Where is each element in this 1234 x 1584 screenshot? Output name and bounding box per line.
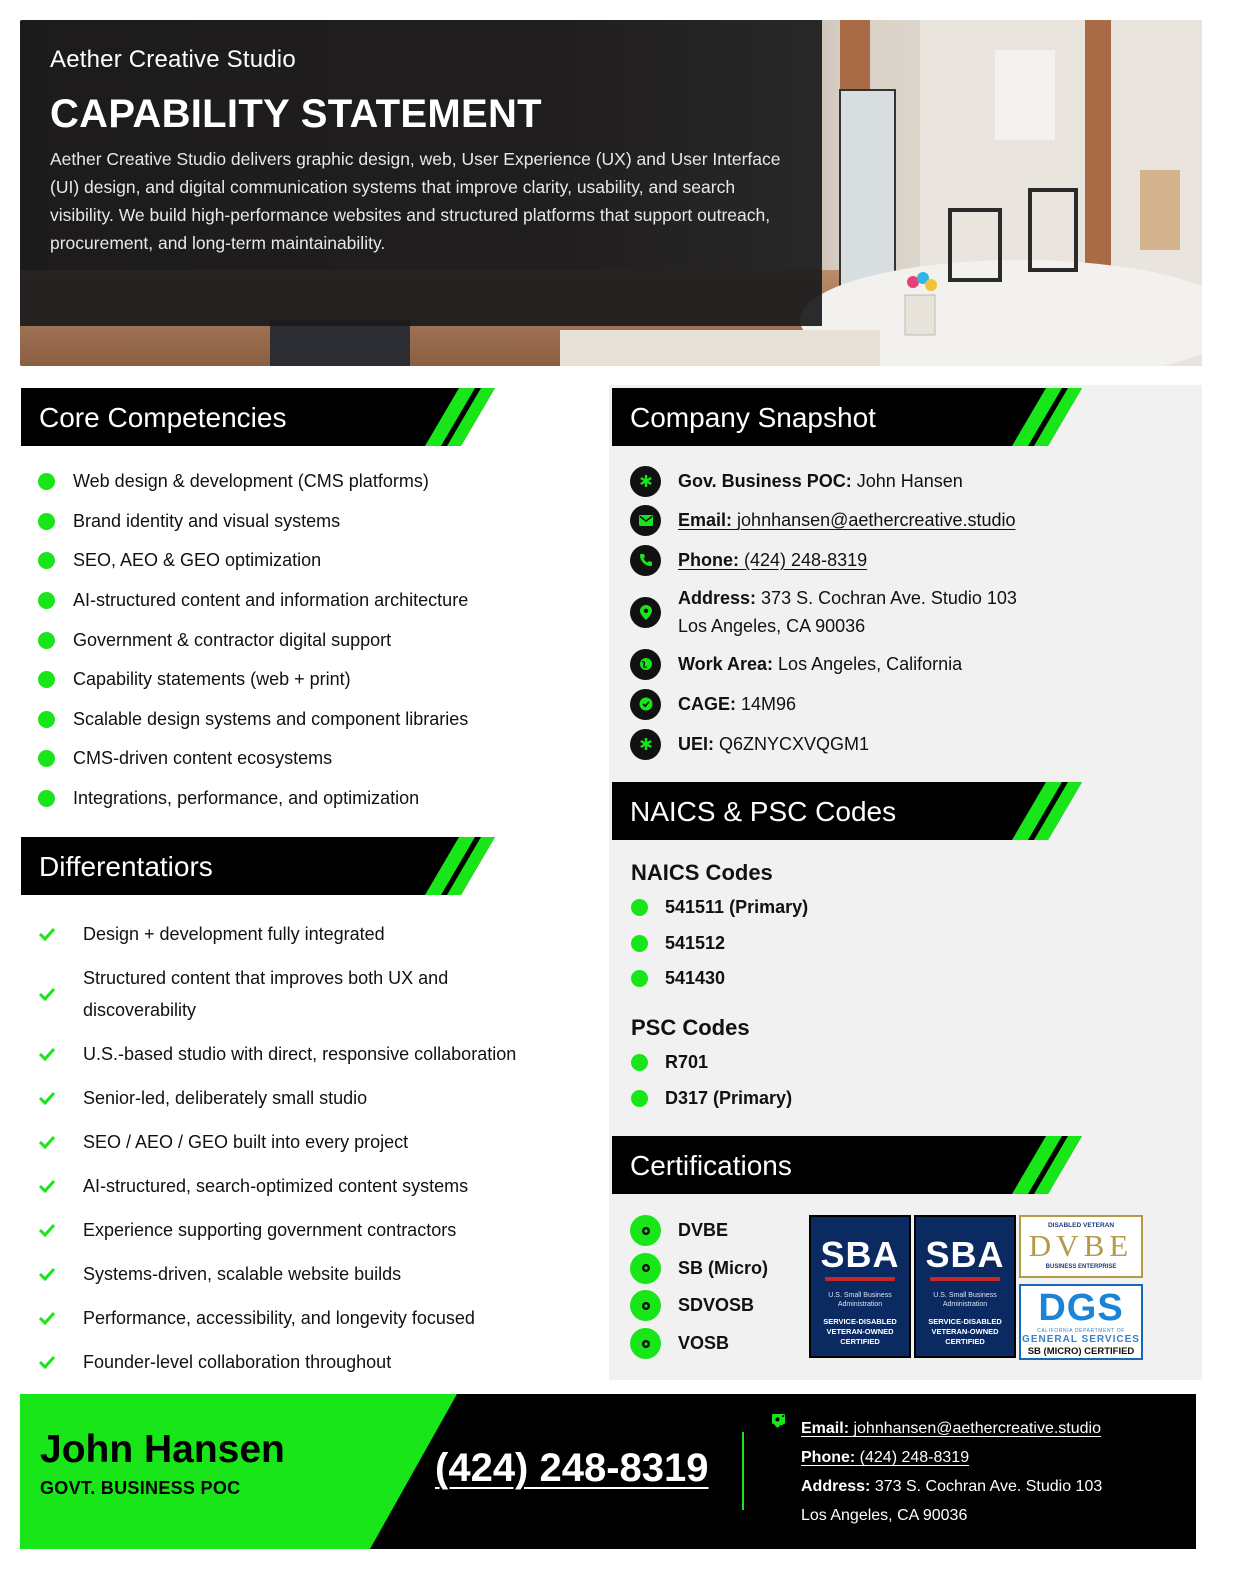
psc-heading: PSC Codes [631,1015,750,1040]
competencies-list [38,462,578,818]
check-icon [38,1091,58,1105]
brand-name: Aether Creative Studio [50,46,296,73]
field-label: Gov. Business POC: [678,471,852,491]
page-title: CAPABILITY STATEMENT [50,92,542,136]
phone-icon [630,545,661,576]
field-value: 373 S. Cochran Ave. Studio 103 [761,588,1017,608]
field-label: Email: [678,510,733,530]
location-pin-icon [772,1472,786,1501]
bullet-dot [38,513,55,530]
section-title: Differentatiors [39,851,213,882]
snapshot-phone[interactable] [630,540,1190,580]
list-item [38,502,578,542]
badge-name: GENERAL SERVICES [1022,1334,1140,1345]
list-item [38,700,578,740]
gear-icon [630,1328,661,1359]
field-value: 373 S. Cochran Ave. Studio 103 [874,1478,1103,1495]
list-item [38,912,578,956]
bullet-dot [631,970,648,987]
field-value: John Hansen [856,471,963,491]
code-item [631,890,1171,926]
item-text: Senior-led, deliberately small studio [83,1088,368,1108]
field-label: Phone: [801,1449,856,1466]
bullet-dot [38,473,55,490]
gear-icon [630,1290,661,1321]
naics-heading: NAICS Codes [631,860,773,885]
bullet-dot [38,552,55,569]
globe-icon [630,649,661,680]
psc-block [631,1015,1171,1116]
bullet-dot [38,790,55,807]
list-item [38,541,578,581]
item-text: Integrations, performance, and optimization [73,788,420,809]
snapshot-cage [630,684,1190,724]
item-text: CMS-driven content ecosystems [73,748,333,769]
badge-bottom: BUSINESS ENTERPRISE [1045,1264,1117,1270]
list-item [38,1208,578,1252]
snapshot-email[interactable] [630,500,1190,540]
bullet-dot [631,1090,648,1107]
section-title: Company Snapshot [630,402,876,433]
cert-item [630,1287,800,1325]
email-link[interactable]: johnhansen@aethercreative.studio [737,510,1016,530]
list-item [38,1076,578,1120]
location-pin-icon [630,597,661,628]
badge-cert: SB (MICRO) CERTIFIED [1027,1346,1135,1357]
item-text: U.S.-based studio with direct, responsive collaboration [83,1044,517,1064]
bullet-dot [631,1054,648,1071]
section-title: Core Competencies [39,402,287,433]
badge-agency: U.S. Small Business Administration [828,1292,892,1308]
code-text: 541512 [665,932,726,953]
snapshot-address [630,580,1190,644]
footer-email[interactable] [772,1414,1102,1443]
badge-mark: SBA [925,1234,1005,1275]
field-value: Los Angeles, CA 90036 [801,1507,968,1524]
asterisk-icon [630,729,661,760]
field-label: UEI: [678,734,714,754]
dvbe-badge [1019,1215,1143,1278]
item-text: Design + development fully integrated [83,924,385,944]
phone-link-large[interactable]: (424) 248-8319 [435,1446,709,1490]
field-label: Work Area: [678,654,774,674]
gear-icon [630,1253,661,1284]
snapshot-list [630,462,1190,764]
item-text: AI-structured, search-optimized content systems [83,1176,469,1196]
list-item [38,1032,578,1076]
section-title: NAICS & PSC Codes [630,796,897,827]
certifications-list [630,1212,800,1362]
check-icon [38,927,58,941]
list-item [38,660,578,700]
list-item [38,1296,578,1340]
intro-panel [20,20,822,326]
field-label: Phone: [678,550,739,570]
bullet-dot [631,935,648,952]
list-item [38,1164,578,1208]
code-item [631,961,1171,997]
mail-icon [630,505,661,536]
item-text: Systems-driven, scalable website builds [83,1264,402,1284]
naics-block [631,860,1171,997]
hero-banner [20,20,1202,366]
badge-agency: U.S. Small Business Administration [933,1292,997,1308]
cert-item [630,1325,800,1363]
badge-cert: SERVICE-DISABLED VETERAN-OWNED CERTIFIED [928,1317,1002,1346]
contact-footer [20,1394,1196,1549]
codes-header [612,782,1082,840]
item-text: SEO, AEO & GEO optimization [73,550,322,571]
check-icon [38,1311,58,1325]
code-text: R701 [665,1052,709,1073]
list-item [38,620,578,660]
list-item [38,581,578,621]
code-text: D317 (Primary) [665,1087,793,1108]
sba-sdvosb-badge [809,1215,911,1358]
phone-icon [772,1443,786,1472]
verified-badge-icon [630,689,661,720]
bullet-dot [38,711,55,728]
snapshot-work-area [630,644,1190,684]
differentiators-list [38,912,578,1384]
cert-item [630,1250,800,1288]
bullet-dot [38,592,55,609]
item-text: Capability statements (web + print) [73,669,351,690]
check-icon [38,1047,58,1061]
differentiators-header [21,837,495,895]
field-label: Address: [801,1478,871,1495]
check-icon [38,1355,58,1369]
item-text: Experience supporting government contractors [83,1220,457,1240]
check-icon [38,987,58,1001]
email-link[interactable]: johnhansen@aethercreative.studio [853,1420,1101,1437]
footer-contacts [772,1414,1102,1530]
badge-bar [930,1277,1000,1281]
snapshot-uei [630,724,1190,764]
contact-role: GOVT. BUSINESS POC [40,1478,241,1498]
field-value: Q6ZNYCXVQGM1 [719,734,870,754]
list-item [38,462,578,502]
footer-address [772,1472,1102,1530]
contact-name: John Hansen [40,1428,285,1471]
code-item [631,1081,1171,1117]
field-label: Email: [801,1420,850,1437]
code-text: 541430 [665,968,726,989]
bullet-dot [631,899,648,916]
bullet-dot [38,750,55,767]
divider [742,1432,744,1510]
field-value: Los Angeles, CA 90036 [678,616,866,636]
phone-link[interactable]: (424) 248-8319 [744,550,868,570]
gear-icon [630,1215,661,1246]
snapshot-poc [630,462,1190,500]
phone-link[interactable]: (424) 248-8319 [859,1449,970,1466]
bullet-dot [38,632,55,649]
check-icon [38,1223,58,1237]
item-text: Founder-level collaboration throughout [83,1352,392,1372]
list-item [38,739,578,779]
check-icon [38,1179,58,1193]
certifications-header [612,1136,1082,1194]
cert-text: VOSB [678,1333,730,1354]
item-text: SEO / AEO / GEO built into every project [83,1132,409,1152]
field-value: 14M96 [741,694,797,714]
item-text: Performance, accessibility, and longevity focused [83,1308,475,1328]
cert-item [630,1212,800,1250]
list-item [38,956,578,1032]
bullet-dot [38,671,55,688]
list-item [38,1120,578,1164]
item-text: Scalable design systems and component libraries [73,708,469,729]
code-item [631,926,1171,962]
item-text: AI-structured content and information architecture [73,590,469,611]
badge-top: DISABLED VETERAN [1047,1222,1115,1229]
item-text: Government & contractor digital support [73,629,392,650]
check-icon [38,1135,58,1149]
dgs-badge [1019,1284,1143,1360]
badge-mark: DGS [1038,1287,1124,1329]
badge-cert: SERVICE-DISABLED VETERAN-OWNED CERTIFIED [823,1317,897,1346]
check-icon [38,1267,58,1281]
badge-dept: CALIFORNIA DEPARTMENT OF [1037,1328,1125,1334]
list-item [38,1340,578,1384]
field-label: CAGE: [678,694,736,714]
field-value: Los Angeles, California [778,654,963,674]
code-item [631,1045,1171,1081]
sba-sdvosb-badge [914,1215,1016,1358]
list-item [38,1252,578,1296]
section-title: Certifications [630,1150,792,1181]
item-text: Brand identity and visual systems [73,510,341,531]
company-snapshot-header [612,388,1082,446]
cert-text: SDVOSB [678,1295,755,1316]
asterisk-icon [630,466,661,497]
item-text: Structured content that improves both UX and discoverability [83,968,449,1020]
badge-bar [825,1277,895,1281]
badge-mark: DVBE [1028,1228,1134,1263]
core-competencies-header [21,388,495,446]
item-text: Web design & development (CMS platforms) [73,471,429,492]
badge-mark: SBA [820,1234,900,1275]
footer-phone[interactable] [772,1443,1102,1472]
cert-text: DVBE [678,1220,729,1241]
cert-text: SB (Micro) [678,1257,768,1278]
list-item [38,779,578,819]
field-label: Address: [678,588,757,608]
intro-description: Aether Creative Studio delivers graphic design, web, User Experience (UX) and User Interface (UI) design, and digital communication systems that improve clarity, usability, and search visibility. We build high-performance websites and structured platforms that support outreach, procurement, and long-term maintainability. [50,149,781,253]
code-text: 541511 (Primary) [665,897,809,918]
